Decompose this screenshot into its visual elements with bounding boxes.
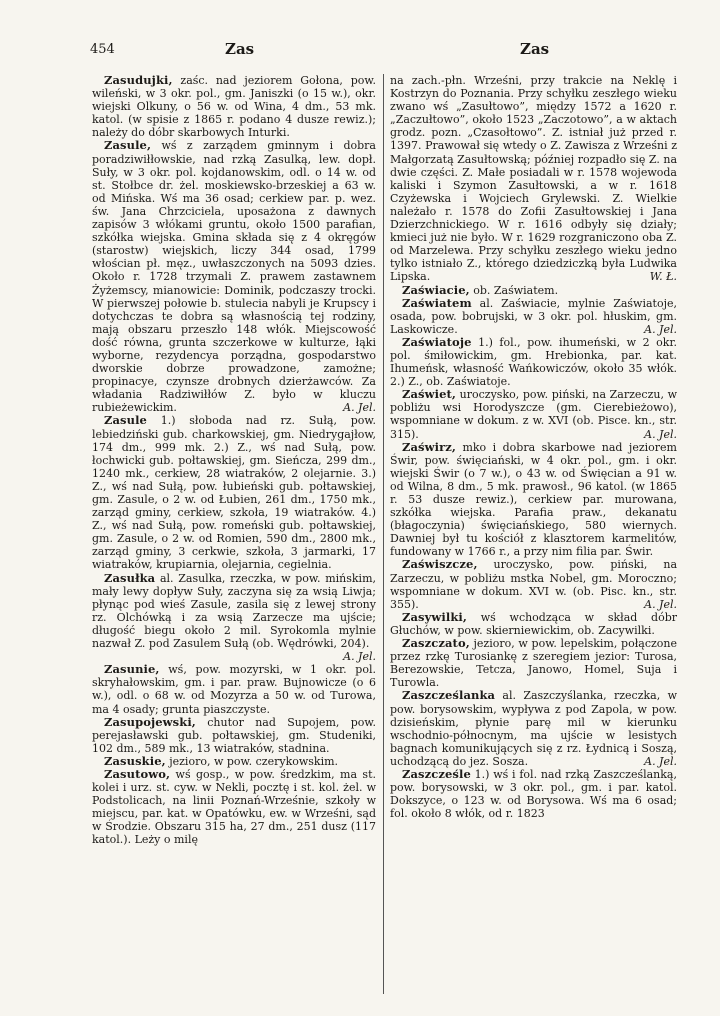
- dictionary-entry: [390, 558, 677, 610]
- entry-headword: Zaszcześlanka: [402, 688, 496, 703]
- entry-text: wś gosp., w pow. średzkim, ma st. kolei i urz. st. cyw. w Nekli, pocztę i st. kol. żel. w Podstolicach, na linii Poznań-Wrześnie, szkoły w miejscu, par. kat. w Opatówku, ew. w Wrześni, sąd w Środzie. Obszaru 315 ha, 27 dm., 251 dusz (117 katol.). Leży o milę: [92, 767, 376, 847]
- entry-headword: Zasuskie,: [104, 753, 166, 768]
- dictionary-entry: [390, 388, 677, 440]
- dictionary-entry: [390, 297, 677, 336]
- entry-headword: Zasule: [104, 413, 147, 428]
- page-header: [90, 38, 680, 62]
- dictionary-entry: [92, 74, 376, 139]
- dictionary-entry: [92, 768, 376, 847]
- left-column: [92, 74, 376, 847]
- entry-headword: Zaszczato,: [402, 636, 470, 651]
- entry-headword: Zasule,: [104, 138, 152, 153]
- left-running-head: Zas: [225, 40, 255, 58]
- entry-text: chutor nad Supojem, pow. perejasławski gub. połtawskiej, gm. Studeniki, 102 dm., 589 mk., 13 wiatraków, stadnina.: [92, 715, 376, 755]
- entry-headword: Zaświet,: [402, 387, 457, 402]
- right-column: [390, 74, 677, 820]
- entry-headword: Zaświacie,: [402, 282, 470, 297]
- dictionary-entry: [390, 611, 677, 637]
- entry-headword: Zasywilki,: [402, 609, 467, 624]
- column-divider: [383, 74, 384, 994]
- entry-text: mko i dobra skarbowe nad jeziorem Świr, pow. święciański, w 4 okr. pol., gm. i okr. wiejski Świr (o 7 w.), o 43 w. od Święcian a 91 w. od Wilna, 8 dm., 5 mk. prawosł., 96 katol. (w 1865 r. 53 dusze rewiz.), cerkiew par. murowana, szkółka wiejska. Parafia praw., dekanatu (błagoczynia) święciańskiego, 580 wiernych. Dawniej był tu kościół z klasztorem karmelitów, fundowany w 1766 r., a przy nim filia par. Świr.: [390, 440, 677, 559]
- dictionary-entry: [92, 414, 376, 571]
- author-signature: A. Jel.: [644, 754, 677, 768]
- dictionary-entry: [390, 637, 677, 689]
- dictionary-entry: [390, 336, 677, 388]
- author-signature: A. Jel.: [644, 597, 677, 611]
- right-running-head: Zas: [520, 40, 550, 58]
- dictionary-entry: [390, 768, 677, 820]
- entry-headword: Zasupojewski,: [104, 714, 196, 729]
- entry-text: al. Zasulka, rzeczka, w pow. mińskim, mały lewy dopływ Suły, zaczyna się za wsią Liwja; płynąc pod wieś Zasule, zasila się z lewej strony rz. Olchówką i za wsią Zarzecze ma ujście; długość biegu około 2 mil. Syrokomla mylnie nazwał Z. pod Zasulem Sułą (ob. Wędrówki, 204).: [92, 571, 376, 651]
- entry-headword: Zaszcześle: [402, 766, 471, 781]
- author-signature: W. Ł.: [649, 270, 677, 284]
- author-signature: A. Jel.: [644, 427, 677, 441]
- author-signature: A. Jel.: [343, 401, 376, 415]
- entry-headword: Zaświatoje: [402, 334, 472, 349]
- entry-headword: Zaświrz,: [402, 439, 456, 454]
- entry-text: na zach.-płn. Wrześni, przy trakcie na Neklę i Kostrzyn do Poznania. Przy schyłku zeszłego wieku zwano wś „Zasułtowo”, między 1572 a 1620 r. „Zaczułtowo”, około 1523 „Zaczotowo”, a w aktach grodz. pozn. „Czasołtowo”. Z. istniał już przed r. 1397. Prawował się wtedy o Z. Zawisza z Wrześni z Małgorzatą Zasułtowską; później rozpadło się Z. na dwie części. Z. Małe posiadali w r. 1578 wojewoda kaliski i Szymon Zasułtowski, a w r. 1618 Czyżewska i Wojciech Grylewski. Z. Wielkie należało r. 1578 do Zofii Zasułtowskiej i Jana Dzierzchnickiego. W r. 1616 odbyły się działy; kmieci już nie było. W r. 1629 rozgraniczono oba Z. od Marzelewa. Przy schyłku zeszłego wieku jedno tylko istniało Z., którego dziedziczką była Ludwika Lipska.: [390, 74, 677, 284]
- entry-text: wś, pow. mozyrski, w 1 okr. pol. skryhałowskim, gm. i par. praw. Bujnowicze (o 6 w.), odl. o 68 w. od Mozyrza a 50 w. od Turowa, ma 4 osady; grunta piaszczyste.: [92, 663, 376, 716]
- dictionary-entry: [390, 74, 677, 284]
- entry-text: wś wchodząca w skład dóbr Głuchów, w pow. skierniewickim, ob. Zacywilki.: [390, 610, 677, 637]
- entry-text: ob. Zaświatem.: [469, 283, 559, 297]
- entry-headword: Zasudujki,: [104, 73, 173, 87]
- dictionary-entry: [92, 139, 376, 414]
- dictionary-entry: [92, 572, 376, 664]
- entry-headword: Zasutowo,: [104, 766, 171, 781]
- entry-headword: Zaświszcze,: [402, 557, 478, 572]
- dictionary-entry: [92, 663, 376, 715]
- dictionary-entry: [390, 689, 677, 768]
- entry-headword: Zasułka: [104, 570, 156, 585]
- entry-text: uroczysko, pow. piński, na Zarzeczu, w pobliżu wsi Horodyszcze (gm. Cierebieżowo), wspomniane w dokum. z w. XVI (ob. Pisce. kn., str. 315).: [390, 388, 677, 441]
- entry-text: al. Zaświacie, mylnie Zaświatoje, osada, pow. bobrujski, w 3 okr. pol. hłuskim, gm. Laskowicze.: [390, 296, 677, 336]
- author-signature: A. Jel.: [343, 650, 376, 664]
- entry-text: jezioro, w pow. czerykowskim.: [165, 754, 339, 768]
- entry-text: zaśc. nad jeziorem Gołona, pow. wileński, w 3 okr. pol., gm. Janiszki (o 15 w.), okr. wiejski Olkuny, o 56 w. od Wina, 4 dm., 53 mk. katol. (w spisie z 1865 r. podano 4 dusze rewiz.); należy do dóbr skarbowych Inturki.: [92, 74, 376, 140]
- entry-text: wś z zarządem gminnym i dobra poradziwiłłowskie, nad rzką Zasulką, lew. dopł. Suły, w 3 okr. pol. kojdanowskim, odl. o 14 w. od st. Stołbce dr. żel. moskiewsko-brzeskiej a 63 w. od Mińska. Wś ma 36 osad; cerkiew par. p. wez. św. Jana Chrzciciela, uposażona z dawnych zapisów 3 włókami gruntu, około 1500 parafian, szkółka wiejska. Gmina składa się z 4 okręgów (starostw) wiejskich, liczy 344 osad, 1799 włościan pł. męz., uwłaszczonych na 5093 dzies. Około r. 1728 trzymali Z. prawem zastawnem Żyżemscy, mianowicie: Dominik, podczaszy trocki. W pierwszej połowie b. stulecia nabyli je Krupscy i dotychczas te dobra są własnością tej rodziny, mają obszaru przeszło 148 włók. Miejscowość dość równa, grunta szczerkowe w kulturze, łąki wyborne, rezydencya porządna, gospodarstwo dworskie dobrze prowadzone, zamożne; propinacye, czynsze drobnych dzierżawców. Za władania Radziwiłłów Z. było w kluczu rubieżewickim.: [92, 139, 376, 415]
- entry-text: al. Zaszczyślanka, rzeczka, w pow. borysowskim, wypływa z pod Zapola, w pow. dzisieńskim, płynie parę mil w kierunku wschodnio-północnym, ma ujście w lesistych bagnach komunikujących się z rz. Łydnicą i Soszą, uchodzącą do jez. Sosza.: [390, 689, 677, 768]
- entry-text: uroczysko, pow. piński, na Zarzeczu, w pobliżu mstka Nobel, gm. Moroczno; wspomniane w dokum. XVI w. (ob. Pisc. kn., str. 355).: [390, 558, 677, 611]
- dictionary-entry: [390, 441, 677, 559]
- entry-text: 1.) wś i fol. nad rzką Zaszcześlanką, pow. borysowski, w 3 okr. pol., gm. i par. katol. Dokszyce, o 123 w. od Borysowa. Wś ma 6 osad; fol. około 8 włók, od r. 1823: [390, 767, 677, 821]
- entry-headword: Zaświatem: [402, 295, 472, 310]
- dictionary-entry: [92, 716, 376, 755]
- entry-headword: Zasunie,: [104, 662, 160, 677]
- author-signature: A. Jel.: [644, 322, 677, 336]
- entry-text: jezioro, w pow. lepelskim, połączone przez rzkę Turosiankę z szeregiem jezior: Turosa, Berezowskie, Tetcza, Janowo, Homel, Suja i Turowla.: [390, 637, 677, 690]
- page-number: 454: [90, 42, 115, 57]
- entry-text: 1.) fol., pow. ihumeński, w 2 okr. pol. śmiłowickim, gm. Hrebionka, par. kat. Ihumeńsk, własność Wańkowiczów, około 35 włók. 2.) Z., ob. Zaświatoje.: [390, 335, 677, 389]
- entry-text: 1.) słoboda nad rz. Sułą, pow. lebiedziński gub. charkowskiej, gm. Niedrygajłow, 174 dm., 999 mk. 2.) Z., wś nad Sułą, pow. łochwicki gub. połtawskiej, gm. Sieńcza, 299 dm., 1240 mk., cerkiew, 28 wiatraków, 2 olejarnie. 3.) Z., wś nad Sułą, pow. łubieński gub. połtawskiej, gm. Zasule, o 2 w. od Łubien, 261 dm., 1750 mk., zarząd gminy, cerkiew, szkoła, 19 wiatraków. 4.) Z., wś nad Sułą, pow. romeński gub. połtawskiej, gm. Zasule, o 2 w. od Romien, 590 dm., 2800 mk., zarząd gminy, 3 cerkwie, szkoła, 3 jarmarki, 17 wiatraków, krupiarnia, olejarnia, cegielnia.: [92, 414, 376, 572]
